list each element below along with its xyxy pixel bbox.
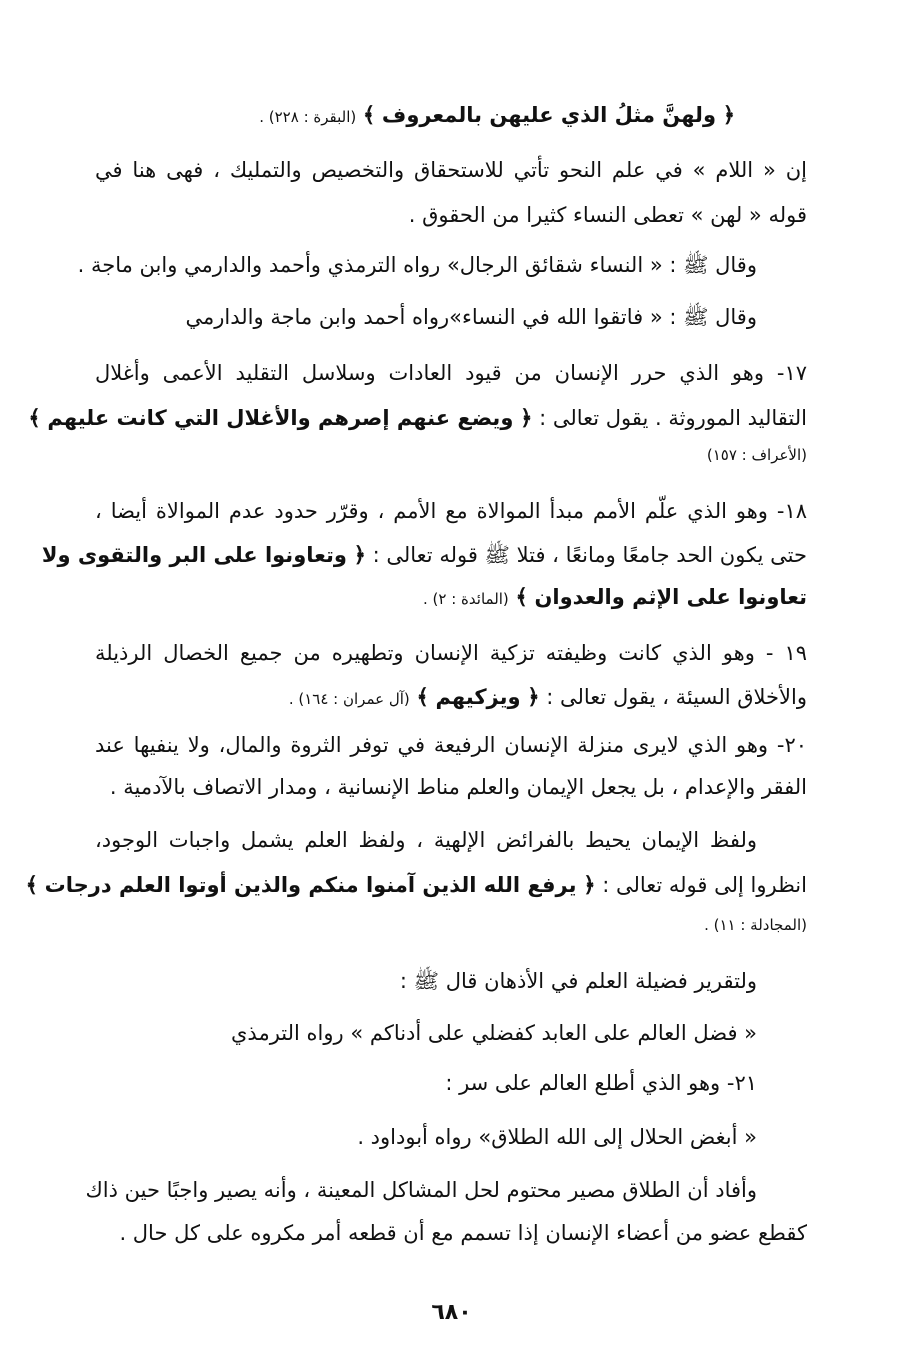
text-segment: حتى يكون الحد جامعًا ومانعًا ، فتلا ﷺ قوله تعالى : (372, 543, 807, 567)
ornate-bracket-open: ﴿ (722, 103, 735, 127)
verse-reference: (آل عمران : ١٦٤) . (288, 690, 410, 708)
verse-line-13 (95, 682, 807, 714)
ornate-bracket-close: ﴾ (515, 585, 528, 609)
numbered-item-17: ١٧- وهو الذي حرر الإنسان من قيود العادات وسلاسل التقليد الأعمى وأغلال (95, 361, 807, 385)
ornate-bracket-open: ﴿ (520, 406, 533, 430)
text-line-3: قوله « لهن » تعطى النساء كثيرا من الحقوق . (408, 203, 807, 227)
text-line-23: وأفاد أن الطلاق مصير محتوم لحل المشاكل المعينة ، وأنه يصير واجبًا حين ذاك (85, 1178, 757, 1202)
ornate-bracket-open: ﴿ (527, 685, 540, 709)
ornate-bracket-open: ﴿ (353, 543, 366, 567)
text-segment: انظروا إلى قوله تعالى : (602, 873, 807, 897)
verse-reference: (المائدة : ٢) . (423, 590, 509, 608)
quranic-verse: وتعاونوا على البر والتقوى ولا (41, 543, 347, 567)
verse-line-11 (95, 582, 807, 614)
hadith-line-5: وقال ﷺ : « فاتقوا الله في النساء»رواه أحمد وابن ماجة والدارمي (185, 305, 757, 329)
quranic-verse: ويزكيهم (435, 685, 521, 709)
text-line-24: كقطع عضو من أعضاء الإنسان إذا تسمم مع أن قطعه أمر مكروه على كل حال . (119, 1221, 807, 1245)
verse-line-1 (95, 100, 735, 132)
numbered-item-19: ١٩ - وهو الذي كانت وظيفته تزكية الإنسان وتطهيره من جميع الخصال الرذيلة (95, 641, 807, 665)
hadith-line-22: « أبغض الحلال إلى الله الطلاق» رواه أبوداود . (357, 1125, 757, 1149)
quranic-verse: يرفع الله الذين آمنوا منكم والذين أوتوا العلم درجات (44, 873, 577, 897)
verse-reference-line-18: (المجادلة : ١١) . (704, 916, 807, 934)
numbered-item-18: ١٨- وهو الذي علّم الأمم مبدأ الموالاة مع الأمم ، وقرّر حدود عدم الموالاة أيضا ، (95, 499, 807, 523)
hadith-line-4: وقال ﷺ : « النساء شقائق الرجال» رواه الترمذي وأحمد والدارمي وابن ماجة . (77, 253, 757, 277)
ornate-bracket-close: ﴾ (28, 406, 41, 430)
ornate-bracket-close: ﴾ (25, 873, 38, 897)
verse-line-7 (28, 403, 807, 433)
quranic-verse: ويضع عنهم إصرهم والأغلال التي كانت عليهم (47, 406, 514, 430)
verse-reference-line-8: (الأعراف : ١٥٧) (706, 446, 807, 464)
text-line-2: إن « اللام » في علم النحو تأتي للاستحقاق والتخصيص والتمليك ، فهى هنا في (95, 158, 807, 182)
verse-reference: (البقرة : ٢٢٨) . (259, 108, 357, 126)
text-segment: والأخلاق السيئة ، يقول تعالى : (546, 685, 807, 709)
ornate-bracket-open: ﴿ (583, 873, 596, 897)
numbered-item-21: ٢١- وهو الذي أطلع العالم على سر : (445, 1071, 757, 1095)
ornate-bracket-close: ﴾ (362, 103, 376, 127)
verse-line-17 (25, 870, 807, 900)
text-segment: التقاليد الموروثة . يقول تعالى : (539, 406, 807, 430)
quranic-verse: تعاونوا على الإثم والعدوان (534, 585, 807, 609)
text-line-15: الفقر والإعدام ، بل يجعل الإيمان والعلم مناط الإنسانية ، ومدار الاتصاف بالآدمية . (109, 775, 807, 799)
quranic-verse: ولهنَّ مثلُ الذي عليهن بالمعروف (381, 103, 716, 127)
numbered-item-20: ٢٠- وهو الذي لايرى منزلة الإنسان الرفيعة في توفر الثروة والمال، ولا ينفيها عند (95, 733, 807, 757)
text-line-19: ولتقرير فضيلة العلم في الأذهان قال ﷺ : (399, 969, 757, 993)
hadith-line-20: « فضل العالم على العابد كفضلي على أدناكم » رواه الترمذي (230, 1021, 757, 1045)
ornate-bracket-close: ﴾ (416, 685, 429, 709)
text-line-16: ولفظ الإيمان يحيط بالفرائض الإلهية ، ولفظ العلم يشمل واجبات الوجود، (95, 828, 757, 852)
verse-line-10 (41, 540, 807, 570)
page-number: ٦٨٠ (431, 1300, 472, 1325)
